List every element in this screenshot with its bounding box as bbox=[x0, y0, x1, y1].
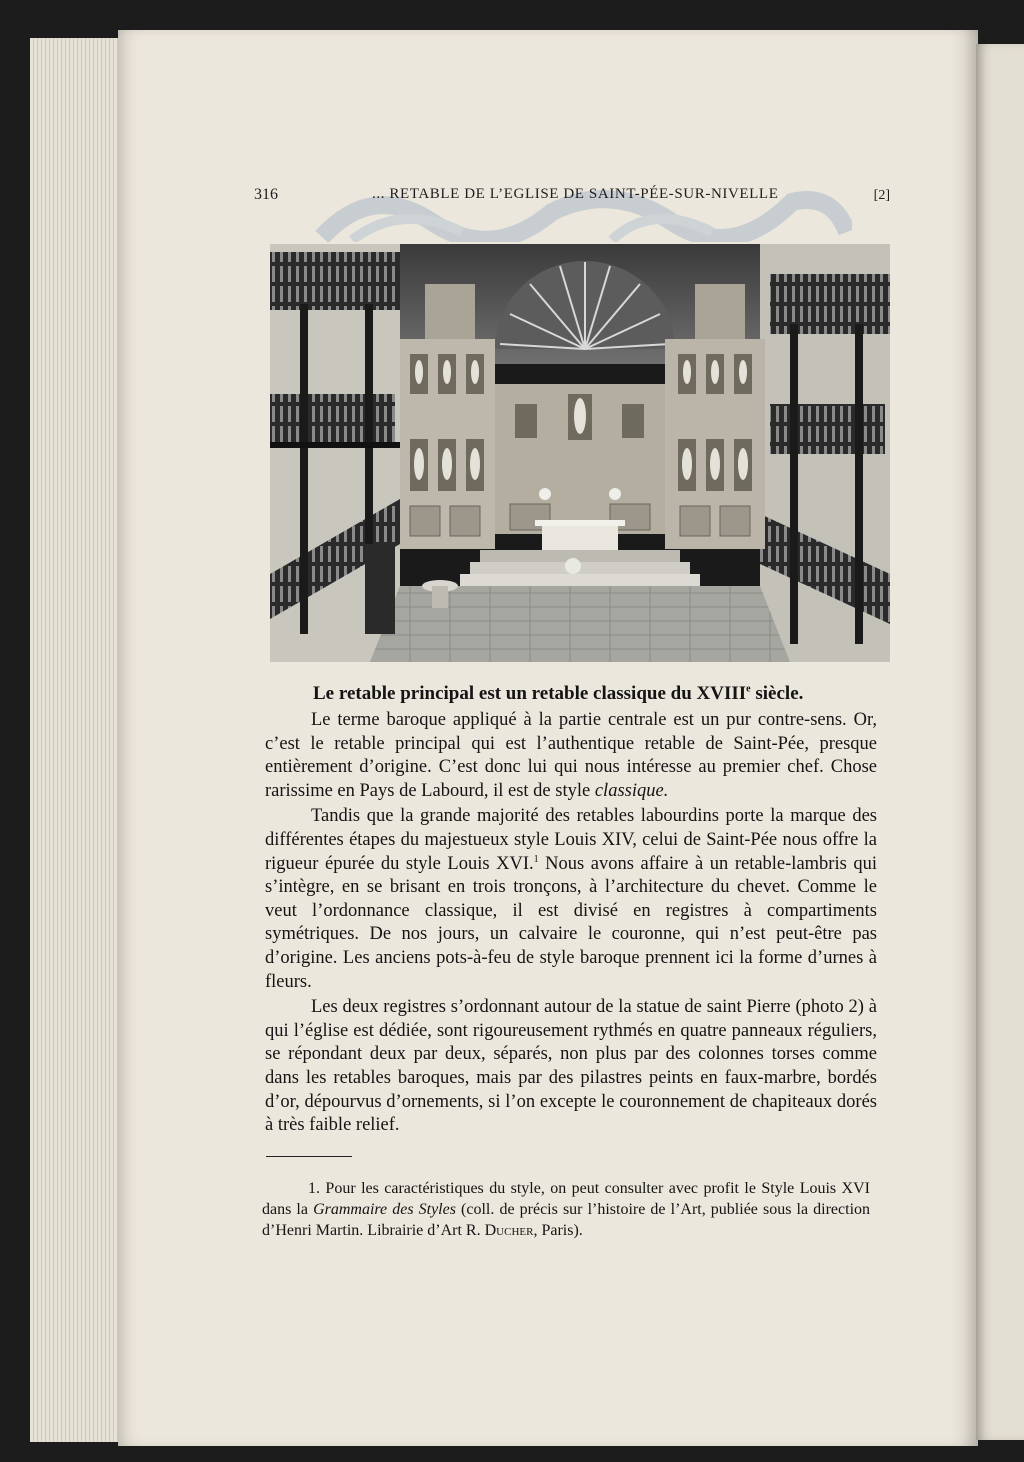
altarpiece-photo-illustration bbox=[270, 244, 890, 662]
heading-superscript: e bbox=[746, 683, 751, 695]
heading-tail: siècle. bbox=[750, 683, 804, 704]
paragraph-1-text: Le terme baroque appliqué à la partie centrale est un pur contre-sens. Or, c’est le retable principal qui est l’authentique retable de Saint-Pée, presque entièrement d’origine. C’est donc lui qui nous intéresse au premier chef. Chose rarissime en Pays de Labourd, il est de style bbox=[265, 710, 877, 801]
paragraph-3-text: Les deux registres s’ordonnant autour de la statue de saint Pierre (photo 2) à qui l’église est dédiée, sont rigoureusement rythmés en quatre panneaux réguliers, se répondant deux par deux, séparés, non plus par des colonnes torses comme dans les retables baroques, mais par des pilastres peints en faux-marbre, bordés d’or, dépourvus d’ornements, si l’on excepte le couronnement de chapiteaux dorés à très faible relief. bbox=[265, 997, 877, 1136]
paragraph-2-after: Nous avons affaire à un retable-lambris qui s’intègre, en se brisant en trois tronçons, à l’architecture du chevet. Comme le veut l’ordonnance classique, il est divisé en registres à compartiments symétriques. De nos jours, un calvaire le couronne, qui n’est peut-être pas d’origine. Les anciens pots-à-feu de style baroque prennent ici la forme d’urnes à fleurs. bbox=[265, 853, 877, 992]
section-heading bbox=[313, 683, 877, 705]
right-page-edge bbox=[976, 44, 1024, 1440]
running-title: ... RETABLE DE L’EGLISE DE SAINT-PÉE-SUR-NIVELLE bbox=[372, 186, 779, 202]
footnote-publisher: Ducher bbox=[484, 1222, 534, 1239]
footnote-rule bbox=[266, 1156, 352, 1157]
paragraph-2 bbox=[265, 805, 877, 994]
footnote-book-title: Grammaire des Styles bbox=[313, 1201, 456, 1218]
footnote bbox=[262, 1178, 870, 1241]
paragraph-1 bbox=[265, 709, 877, 803]
paragraph-2-before: Tandis que la grande majorité des retables labourdins porte la marque des différentes étapes du majestueux style Louis XIV, celui de Saint-Pée nous offre la rigueur épurée du style Louis XVI. bbox=[265, 806, 877, 874]
footnote-part-3: , Paris). bbox=[533, 1222, 583, 1239]
paragraph-3 bbox=[265, 996, 877, 1138]
footnote-part-1: 1. Pour les caractéristiques du style, on peut consulter avec profit le Style Louis XVI dans la bbox=[262, 1180, 870, 1218]
page-number: 316 bbox=[254, 186, 278, 203]
running-head bbox=[254, 186, 890, 210]
paragraph-1-italic: classique. bbox=[594, 780, 669, 801]
footnote-reference: 1 bbox=[533, 853, 539, 865]
heading-text: Le retable principal est un retable classique du XVIII bbox=[313, 683, 747, 704]
page-reference: [2] bbox=[873, 188, 890, 203]
page-edges bbox=[30, 38, 122, 1442]
footnote-part-2: (coll. de précis sur l’histoire de l’Art, publiée sous la direction d’Henri Martin. Librairie d’Art R. bbox=[262, 1201, 871, 1239]
altarpiece-photograph bbox=[270, 244, 890, 662]
main-text bbox=[265, 683, 877, 1138]
